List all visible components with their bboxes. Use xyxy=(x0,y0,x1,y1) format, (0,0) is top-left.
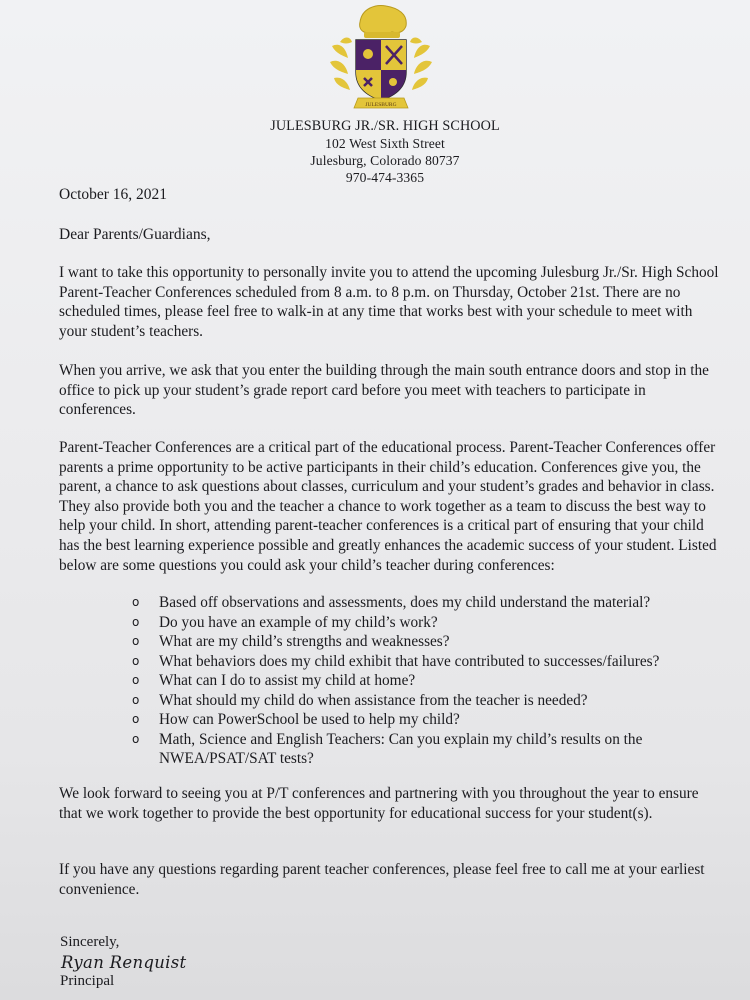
paragraph-importance: Parent-Teacher Conferences are a critical part of the educational process. Parent-Teacher Conferences offer parents a prime opportunity to be active participants in their child’s education. Conferences give you, the parent, a chance to ask questions about classes, curriculum and your student’s grades and behavior in class. They also provide both you and the teacher a chance to work together as a team to discuss the best way to help your child. In short, attending parent-teacher conferences is a critical part of ensuring that your child has the best learning experience possible and greatly enhances the academic success of your student. Listed below are some questions you could ask your child’s teacher during conferences: xyxy=(59,439,717,574)
bullet-icon: o xyxy=(132,634,140,648)
list-item xyxy=(132,652,722,672)
school-street: 102 West Sixth Street xyxy=(325,136,445,151)
bullet-icon: o xyxy=(132,692,140,707)
salutation: Dear Parents/Guardians, xyxy=(59,226,211,243)
list-item xyxy=(132,632,722,652)
question-text: What behaviors does my child exhibit that have contributed to successes/failures? xyxy=(159,652,660,670)
question-list xyxy=(132,593,722,769)
letterhead xyxy=(150,118,620,186)
paragraph-invitation: I want to take this opportunity to personally invite you to attend the upcoming Julesburg Jr./Sr. High School Parent-Teacher Conferences scheduled from 8 a.m. to 8 p.m. on Thursday, October 21st. There are no scheduled times, please feel free to walk-in at any time that works best with your schedule to meet with your student’s teachers. xyxy=(59,264,719,340)
list-item xyxy=(132,691,722,711)
paragraph-partnering: We look forward to seeing you at P/T conferences and partnering with you throughout the year to ensure that we work together to provide the best opportunity for educational success for your student(s). xyxy=(59,785,699,822)
list-item xyxy=(132,593,722,613)
question-text: Math, Science and English Teachers: Can you explain my child’s results on the NWEA/PSAT/SAT tests? xyxy=(159,730,643,767)
school-phone: 970-474-3365 xyxy=(345,170,425,185)
question-text: What should my child do when assistance from the teacher is needed? xyxy=(159,691,588,709)
paragraph-contact: If you have any questions regarding parent teacher conferences, please feel free to call me at your earliest convenience. xyxy=(59,861,705,898)
school-crest-logo xyxy=(326,2,436,114)
bullet-icon: o xyxy=(132,712,140,726)
bullet-icon: o xyxy=(132,731,140,746)
bullet-icon: o xyxy=(132,673,140,687)
letter-date: October 16, 2021 xyxy=(59,186,168,203)
question-text: How can PowerSchool be used to help my child? xyxy=(159,711,460,728)
bullet-icon: o xyxy=(132,614,140,629)
list-item xyxy=(132,710,722,730)
bullet-icon: o xyxy=(132,653,140,668)
bullet-icon: o xyxy=(132,595,140,609)
school-city: Julesburg, Colorado 80737 xyxy=(310,153,460,168)
signature: Ryan Renquist xyxy=(61,953,187,972)
crest-banner-text: JULESBURG xyxy=(365,102,397,108)
paragraph-arrival: When you arrive, we ask that you enter the building through the main south entrance doors and stop in the office to pick up your student’s grade report card before you meet with teachers to participate in conferences. xyxy=(59,362,709,419)
question-text: Do you have an example of my child’s work? xyxy=(159,613,438,631)
closing: Sincerely, xyxy=(60,934,120,950)
list-item xyxy=(132,671,722,691)
question-text: What can I do to assist my child at home? xyxy=(159,672,416,689)
signer-title: Principal xyxy=(60,973,115,989)
question-text: Based off observations and assessments, does my child understand the material? xyxy=(159,594,651,611)
school-name: JULESBURG JR./SR. HIGH SCHOOL xyxy=(270,118,500,134)
list-item xyxy=(132,613,722,633)
list-item xyxy=(132,730,722,769)
question-text: What are my child’s strengths and weaknesses? xyxy=(159,633,450,650)
